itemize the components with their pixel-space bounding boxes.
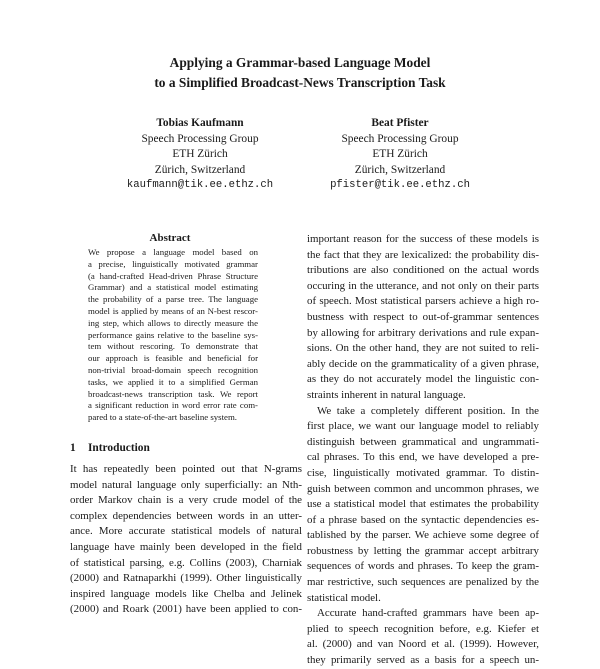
text-line: complex dependencies between words in an utter- — [70, 509, 302, 522]
section-title: Introduction — [88, 442, 150, 454]
text-line: use a statistical model that estimates the probability — [307, 498, 539, 511]
abstract-heading: Abstract — [149, 232, 191, 244]
text-line: cal phrases. To this end, we have developed a pre- — [307, 451, 539, 464]
abstract-body — [88, 247, 258, 424]
text-line: broadcast-news transcription task. We report — [88, 388, 258, 399]
text-line: order Markov chain is a very crude model of the — [70, 494, 302, 507]
text-line: We take a completely different position. In the — [317, 404, 539, 417]
text-line: our approach is feasible and beneficial for — [88, 353, 258, 364]
author-block-1 — [100, 116, 300, 194]
text-line: ance. More accurate statistical models of natural — [70, 525, 302, 538]
title-line-2: to a Simplified Broadcast-News Transcription Task — [154, 75, 446, 90]
author-institution: ETH Zürich — [172, 148, 228, 161]
text-line: cise, linguistically motivated grammar. To distin- — [307, 466, 539, 479]
author-block-2 — [300, 116, 500, 194]
right-column-text — [307, 232, 539, 669]
text-line: tablished by the parser. We achieve some degree of — [307, 529, 539, 542]
text-line: the fact that they are lexicalized: the probability dis- — [307, 248, 539, 261]
author-affiliation: Speech Processing Group — [341, 132, 459, 145]
text-line: the probability of a parse tree. The language — [88, 294, 258, 305]
text-line: by allowing for arbitrary derivations and rule expan- — [307, 326, 539, 339]
author-affiliation: Speech Processing Group — [141, 132, 259, 145]
text-line: performance gains relative to the baseline sys- — [88, 329, 258, 340]
text-line: pared to a state-of-the-art baseline system. — [88, 412, 237, 423]
author-email[interactable]: kaufmann@tik.ee.ethz.ch — [126, 179, 274, 192]
text-line: first place, we want our language model to reliably — [307, 420, 539, 433]
text-line: inspired language models like Chelba and Jelinek — [70, 587, 302, 600]
text-line: plied to speech recognition before, e.g. Kiefer et — [307, 622, 539, 635]
text-line: of statistical parsing, e.g. Collins (2003), Charniak — [70, 556, 302, 569]
author-email[interactable]: pfister@tik.ee.ethz.ch — [330, 179, 470, 192]
author-institution: ETH Zürich — [372, 148, 428, 161]
text-line: of speech. Most statistical parsers achieve a high ro- — [307, 295, 539, 308]
text-line: (2000) and Roark (2001) have been applied to con- — [70, 603, 302, 616]
text-line: mar restrictive, such sequences are penalized by the — [307, 576, 539, 589]
text-line: model natural language only superficially: an Nth- — [70, 478, 302, 491]
text-line: Grammar) and a statistical model estimating — [88, 282, 258, 293]
title-line-1: Applying a Grammar-based Language Model — [169, 55, 431, 70]
text-line: model is applied by means of an N-best rescor- — [88, 305, 258, 316]
text-line: tributions are also conditioned on the actual words — [307, 264, 539, 277]
text-line: robustness by letting the grammar accept arbitrary — [307, 544, 539, 557]
left-column-text — [70, 462, 302, 618]
text-line: bustness with respect to out-of-grammar sentences — [307, 310, 539, 323]
text-line: We propose a language model based on — [88, 247, 258, 257]
text-line: Accurate hand-crafted grammars have been ap- — [317, 607, 539, 620]
text-line: straints inherent in natural language. — [307, 388, 466, 401]
text-line: occuring in the utterance, and not only on their parts — [307, 279, 539, 292]
text-line: of a phrase based on the syntactic dependencies es- — [307, 513, 539, 526]
text-line: sions. On the other hand, they are not suited to reli- — [307, 342, 539, 355]
text-line: (2000) and Ratnaparkhi (1999). Other linguistically — [70, 572, 302, 585]
text-line: tem without rescoring. To demonstrate that — [88, 341, 258, 352]
text-line: they primarily served as a basis for a speech un- — [307, 654, 539, 667]
section-number: 1 — [70, 442, 76, 454]
text-line: language have mainly been developed in the field — [70, 540, 302, 553]
paper-title — [0, 53, 600, 93]
author-name: Tobias Kaufmann — [156, 117, 244, 129]
text-line: ing step, which allows to directly measure the — [88, 317, 258, 328]
text-line: al. (2000) and van Noord et al. (1999). However, — [307, 638, 539, 651]
author-location: Zürich, Switzerland — [154, 163, 246, 176]
author-location: Zürich, Switzerland — [354, 163, 446, 176]
text-line: important reason for the success of these models is — [307, 233, 539, 245]
text-line: as they do not accurately model the linguistic con- — [307, 373, 539, 386]
text-line: ably decide on the grammaticality of a given phrase, — [307, 357, 539, 370]
text-line: statistical model. — [307, 591, 381, 604]
author-name: Beat Pfister — [371, 117, 429, 129]
text-line: non-trivial broad-domain speech recognition — [88, 364, 258, 375]
text-line: distinguish between grammatical and ungrammati- — [307, 435, 539, 448]
text-line: (a hand-crafted Head-driven Phrase Structure — [88, 270, 258, 281]
text-line: guish between common and uncommon phrases, we — [307, 482, 539, 495]
text-line: It has repeatedly been pointed out that N-grams — [70, 463, 302, 475]
text-line: sequences of words and phrases. To keep the gram- — [307, 560, 539, 573]
text-line: a precise, linguistically motivated grammar — [88, 258, 258, 269]
text-line: a significant reduction in word error rate com- — [88, 400, 258, 411]
section-heading — [70, 442, 150, 454]
text-line: tasks, we applied it to a simplified German — [88, 376, 258, 387]
